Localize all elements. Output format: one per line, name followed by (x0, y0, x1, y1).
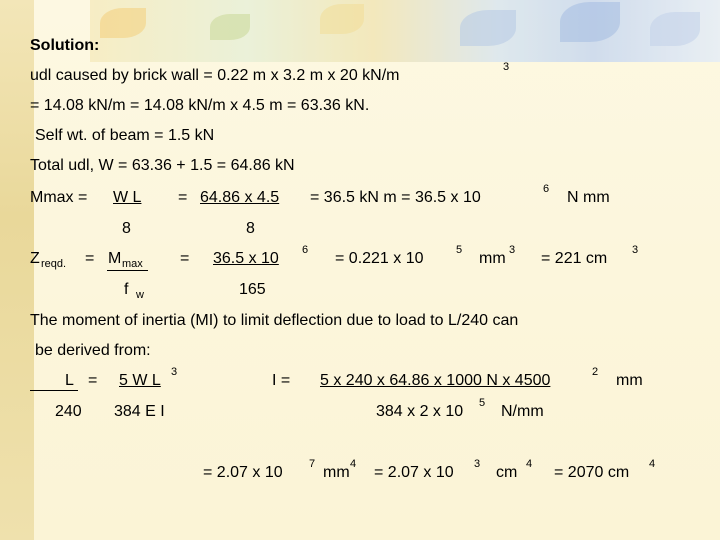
exponent: 3 (171, 366, 178, 378)
exponent: 3 (632, 244, 639, 256)
mmax-denominator: 8 (122, 220, 131, 237)
z-denominator: 165 (239, 281, 266, 298)
i-unit: mm (616, 372, 643, 389)
leaf-decoration (210, 14, 250, 40)
leaf-decoration (560, 2, 620, 42)
exponent: 6 (543, 183, 550, 195)
z-subscript: reqd. (41, 258, 67, 270)
f-label: f (124, 281, 129, 298)
mmax-denominator-values: 8 (246, 220, 255, 237)
leaf-decoration (460, 10, 516, 46)
i-denominator: 384 x 2 x 10 (376, 403, 464, 420)
leaf-decoration (650, 12, 700, 46)
i-denominator-unit: N/mm (501, 403, 544, 420)
mmax-label: Mmax = (30, 189, 88, 206)
line-self-weight: Self wt. of beam = 1.5 kN (35, 127, 215, 144)
leaf-decoration (320, 4, 364, 34)
z-result-mm: = 0.221 x 10 (335, 250, 424, 267)
fraction-bar (107, 270, 148, 271)
mmax-numerator: W L (113, 189, 142, 206)
l-label: L (65, 372, 74, 389)
z-numerator: 36.5 x 10 (213, 250, 279, 267)
fraction-bar (30, 390, 78, 391)
exponent: 7 (309, 458, 316, 470)
mmax-numerator-values: 64.86 x 4.5 (200, 189, 280, 206)
i-result-cm-unit: cm (496, 464, 518, 481)
line-moment-of-inertia: The moment of inertia (MI) to limit deflection due to load to L/240 can (30, 312, 519, 329)
z-result-cm: = 221 cm (541, 250, 608, 267)
exponent: 3 (509, 244, 516, 256)
m-label: M (108, 250, 122, 267)
deflection-numerator: 5 W L (119, 372, 161, 389)
exponent: 4 (649, 458, 656, 470)
z-unit-mm: mm (479, 250, 506, 267)
leaf-decoration (100, 8, 146, 38)
decorative-banner (90, 0, 720, 62)
exponent: 3 (474, 458, 481, 470)
equals-sign: = (178, 189, 188, 206)
equals-sign: = (180, 250, 190, 267)
exponent: 4 (350, 458, 357, 470)
equals-sign: = (88, 372, 98, 389)
m-subscript: max (122, 258, 143, 270)
equals-sign: = (85, 250, 95, 267)
background-strip (0, 0, 34, 540)
line-udl-brick-wall: udl caused by brick wall = 0.22 m x 3.2 m x 20 kN/m (30, 67, 400, 84)
z-label: Z (30, 250, 40, 267)
exponent: 2 (592, 366, 599, 378)
exponent: 5 (456, 244, 463, 256)
i-result-cm: = 2.07 x 10 (374, 464, 454, 481)
exponent: 3 (503, 61, 510, 73)
f-subscript: w (136, 289, 144, 301)
line-derived-from: be derived from: (35, 342, 151, 359)
mmax-unit: N mm (567, 189, 610, 206)
i-result-mm: = 2.07 x 10 (203, 464, 283, 481)
line-total-udl: Total udl, W = 63.36 + 1.5 = 64.86 kN (30, 157, 295, 174)
i-numerator: 5 x 240 x 64.86 x 1000 N x 4500 (320, 372, 551, 389)
deflection-denominator-240: 240 (55, 403, 82, 420)
i-result-mm-unit: mm (323, 464, 350, 481)
line-udl-total-kn: = 14.08 kN/m = 14.08 kN/m x 4.5 m = 63.36 kN. (30, 97, 370, 114)
i-label: I = (272, 372, 291, 389)
exponent: 5 (479, 397, 486, 409)
exponent: 4 (526, 458, 533, 470)
solution-title: Solution: (30, 37, 100, 54)
i-final-result: = 2070 cm (554, 464, 630, 481)
mmax-result: = 36.5 kN m = 36.5 x 10 (310, 189, 481, 206)
deflection-denominator-ei: 384 E I (114, 403, 165, 420)
exponent: 6 (302, 244, 309, 256)
